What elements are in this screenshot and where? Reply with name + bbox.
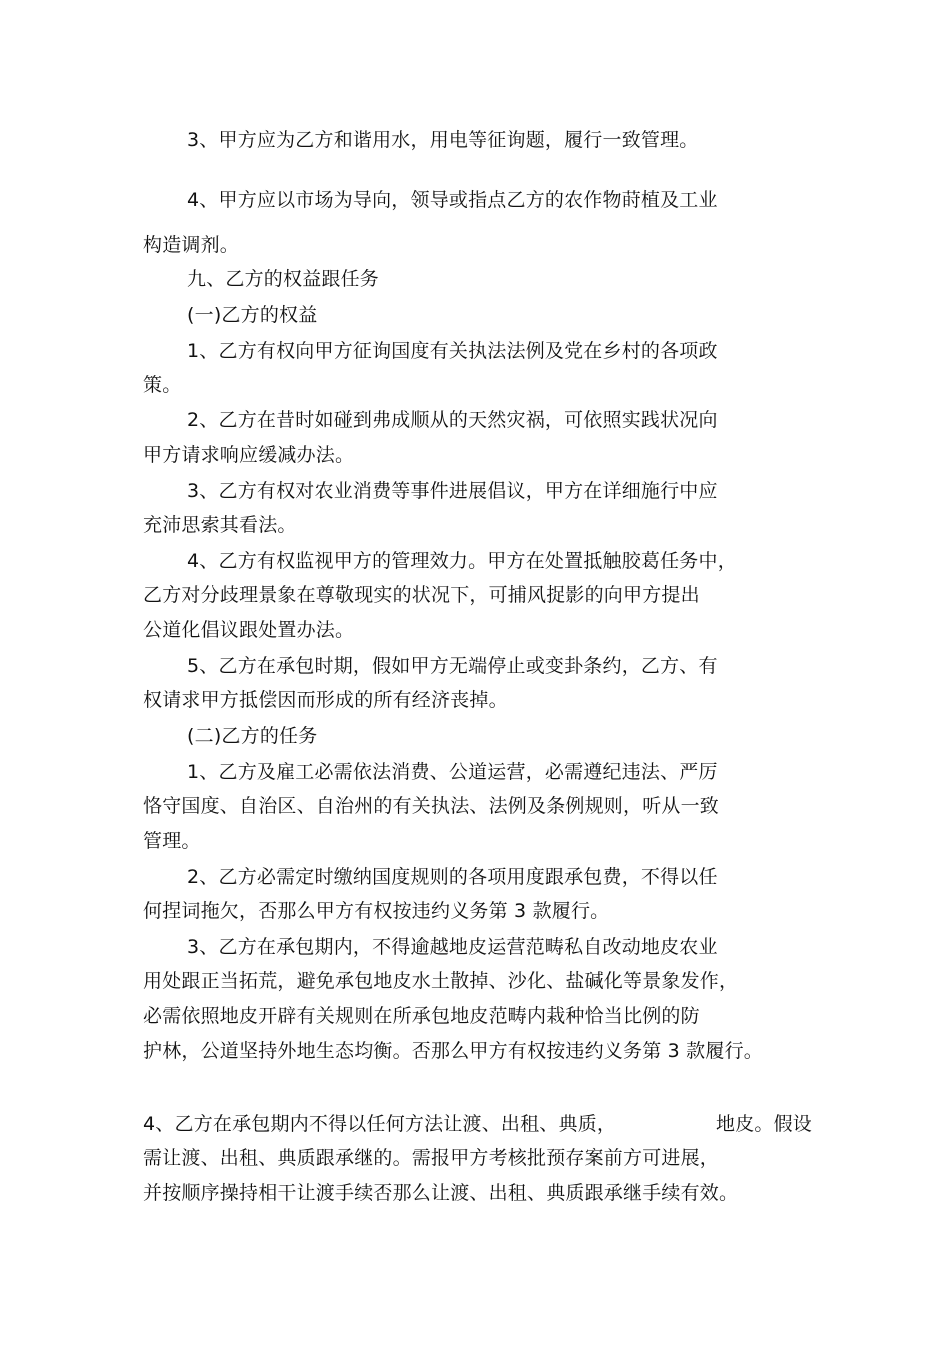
- para-line: 需让渡、出租、典质跟承继的。需报甲方考核批预存案前方可进展，: [143, 1147, 720, 1169]
- para-line: 3、甲方应为乙方和谐用水，用电等征询题，履行一致管理。: [187, 129, 699, 151]
- para-line: 必需依照地皮开辟有关规则在所承包地皮范畴内栽种恰当比例的防: [143, 1005, 700, 1027]
- para-line: 并按顺序操持相干让渡手续否那么让渡、出租、典质跟承继手续有效。: [143, 1182, 739, 1204]
- subsection-heading: (二)乙方的任务: [187, 725, 318, 747]
- para-line: 甲方请求响应缓减办法。: [143, 444, 355, 466]
- para-line: 1、乙方有权向甲方征询国度有关执法法例及党在乡村的各项政: [187, 340, 718, 362]
- para-line: 护林，公道坚持外地生态均衡。否那么甲方有权按违约义务第 3 款履行。: [143, 1040, 763, 1062]
- para-line: 3、乙方在承包期内，不得逾越地皮运营范畴私自改动地皮农业: [187, 936, 718, 958]
- para-line: 3、乙方有权对农业消费等事件进展倡议，甲方在详细施行中应: [187, 480, 718, 502]
- para-line: 4、甲方应以市场为导向，领导或指点乙方的农作物莳植及工业: [187, 189, 718, 211]
- para-line: 何捏词拖欠，否那么甲方有权按违约义务第 3 款履行。: [143, 900, 610, 922]
- para-line: 乙方对分歧理景象在尊敬现实的状况下，可捕风捉影的向甲方提出: [143, 584, 700, 606]
- para-line: 公道化倡议跟处置办法。: [143, 619, 355, 641]
- para-line: 权请求甲方抵偿因而形成的所有经济丧掉。: [143, 689, 508, 711]
- para-line: 构造调剂。: [143, 234, 240, 256]
- para-line: 策。: [143, 374, 182, 396]
- para-line: 4、乙方有权监视甲方的管理效力。甲方在处置抵触胶葛任务中，: [187, 550, 737, 572]
- para-line: 2、乙方在昔时如碰到弗成顺从的天然灾祸，可依照实践状况向: [187, 409, 718, 431]
- para-line: 2、乙方必需定时缴纳国度规则的各项用度跟承包费，不得以任: [187, 866, 718, 888]
- para-line: 1、乙方及雇工必需依法消费、公道运营，必需遵纪违法、严厉: [187, 761, 718, 783]
- para-line: 4、乙方在承包期内不得以任何方法让渡、出租、典质，: [143, 1113, 617, 1135]
- para-line: 恪守国度、自治区、自治州的有关执法、法例及条例规则，听从一致: [143, 795, 720, 817]
- subsection-heading: (一)乙方的权益: [187, 304, 318, 326]
- para-line: 充沛思索其看法。: [143, 514, 297, 536]
- para-line: 管理。: [143, 830, 201, 852]
- para-line: 地皮。假设: [716, 1113, 813, 1135]
- para-line: 5、乙方在承包时期，假如甲方无端停止或变卦条约，乙方、有: [187, 655, 718, 677]
- para-line: 用处跟正当拓荒，避免承包地皮水土散掉、沙化、盐碱化等景象发作，: [143, 970, 739, 992]
- section-heading: 九、乙方的权益跟任务: [187, 268, 380, 290]
